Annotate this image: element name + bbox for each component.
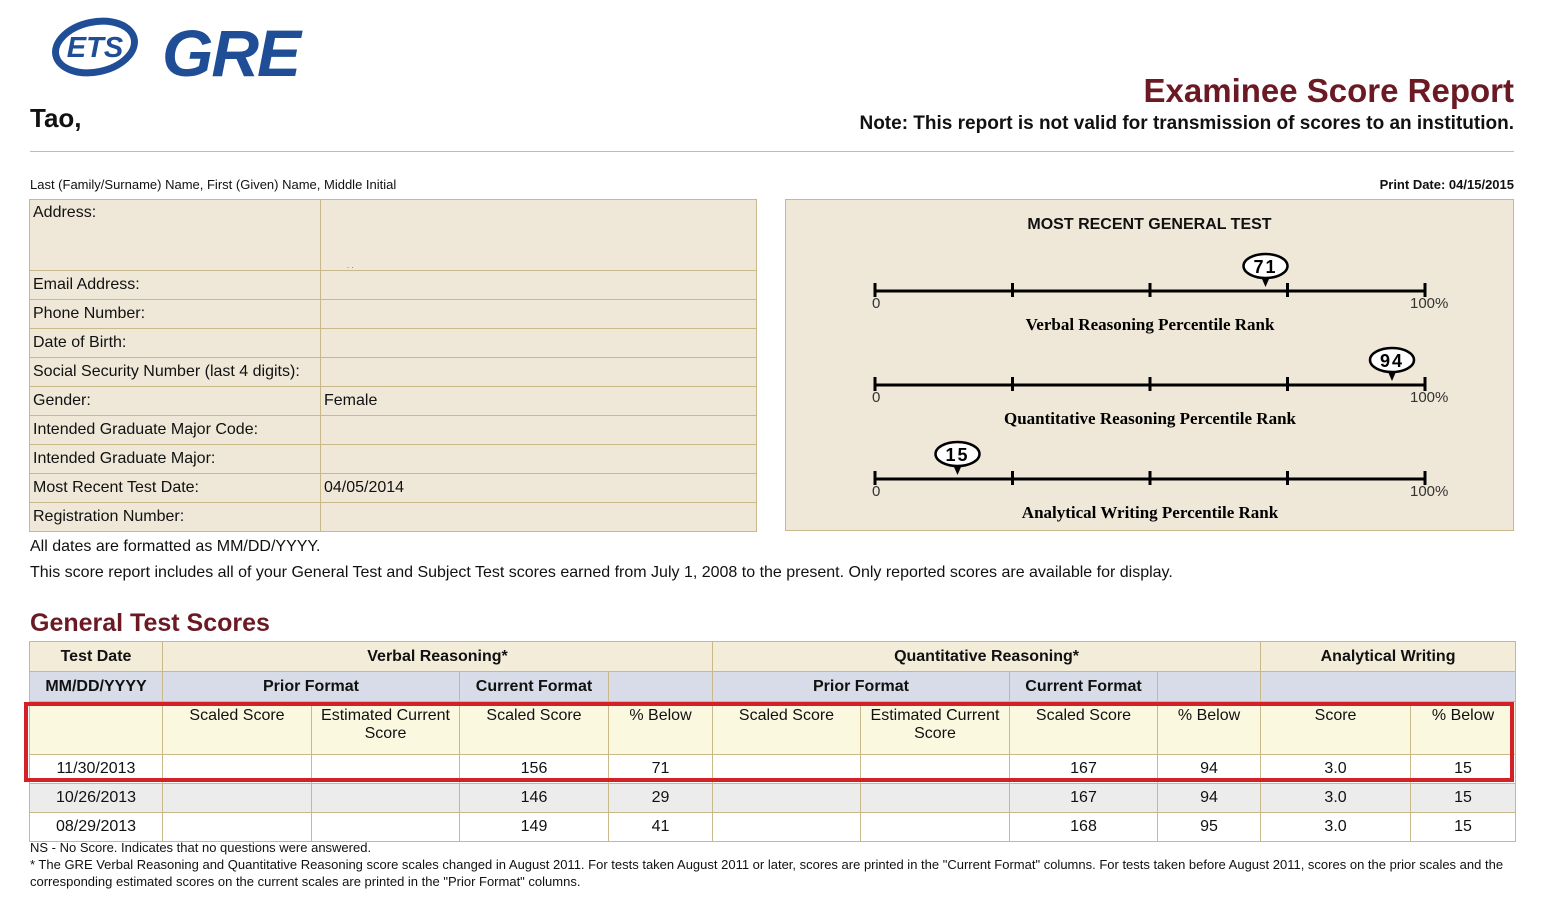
info-label: Email Address: <box>30 271 321 300</box>
score-cell <box>312 813 460 842</box>
score-cell: 94 <box>1158 755 1261 784</box>
score-cell: 95 <box>1158 813 1261 842</box>
percentile-rank-label: Analytical Writing Percentile Rank <box>1021 503 1279 522</box>
scale-max-label: 100% <box>1410 389 1449 406</box>
col-verbal-reasoning: Verbal Reasoning* <box>163 642 713 672</box>
score-cell: 168 <box>1010 813 1158 842</box>
percentile-value: 94 <box>1379 351 1405 371</box>
score-cell <box>312 784 460 813</box>
table-row <box>30 784 1516 813</box>
info-label: Phone Number: <box>30 300 321 329</box>
info-row <box>30 503 757 532</box>
col-quant-blank <box>1158 672 1261 702</box>
name-caption: Last (Family/Surname) Name, First (Given) Name, Middle Initial <box>30 177 397 192</box>
score-cell: 167 <box>1010 784 1158 813</box>
score-cell: 10/26/2013 <box>30 784 163 813</box>
dates-format-note: All dates are formatted as MM/DD/YYYY. <box>30 538 321 555</box>
report-title: Examinee Score Report <box>1143 72 1514 109</box>
info-row <box>30 387 757 416</box>
subheader-cell: % Below <box>1411 702 1516 755</box>
percentile-rank-label: Quantitative Reasoning Percentile Rank <box>1004 409 1296 428</box>
col-analytical-writing: Analytical Writing <box>1261 642 1516 672</box>
examinee-info-table <box>29 199 757 532</box>
info-row <box>30 200 757 271</box>
info-row <box>30 329 757 358</box>
subheader-cell: Score <box>1261 702 1411 755</box>
score-cell <box>163 813 312 842</box>
score-cell: 15 <box>1411 755 1516 784</box>
scale-min-label: 0 <box>872 389 881 406</box>
subheader-cell: Scaled Score <box>163 702 312 755</box>
score-cell: 08/29/2013 <box>30 813 163 842</box>
info-label: Intended Graduate Major: <box>30 445 321 474</box>
subheader-cell: Scaled Score <box>1010 702 1158 755</box>
score-cell: 41 <box>609 813 713 842</box>
info-value <box>321 271 757 300</box>
info-row <box>30 416 757 445</box>
info-value <box>321 329 757 358</box>
percentile-value: 15 <box>945 445 970 465</box>
report-note: Note: This report is not valid for transmission of scores to an institution. <box>859 113 1514 134</box>
info-value <box>321 358 757 387</box>
info-row <box>30 271 757 300</box>
info-value: Female <box>321 387 757 416</box>
col-writing-blank <box>1261 672 1516 702</box>
percentile-value: 71 <box>1253 257 1278 277</box>
info-row <box>30 300 757 329</box>
percentile-rank-label: Verbal Reasoning Percentile Rank <box>1025 315 1275 334</box>
subheader-cell: Scaled Score <box>460 702 609 755</box>
score-cell: 11/30/2013 <box>30 755 163 784</box>
score-cell: 146 <box>460 784 609 813</box>
subheader-cell: Scaled Score <box>713 702 861 755</box>
score-cell: 167 <box>1010 755 1158 784</box>
ets-gre-logo <box>50 14 310 84</box>
col-quantitative-reasoning: Quantitative Reasoning* <box>713 642 1261 672</box>
examinee-name: Tao, <box>30 103 82 133</box>
info-label: Most Recent Test Date: <box>30 474 321 503</box>
info-value: . . <box>321 200 757 271</box>
percentile-panel-heading: MOST RECENT GENERAL TEST <box>1027 216 1272 233</box>
info-label: Social Security Number (last 4 digits): <box>30 358 321 387</box>
score-cell: 149 <box>460 813 609 842</box>
score-cell <box>163 784 312 813</box>
general-test-scores-heading: General Test Scores <box>30 609 270 637</box>
info-label: Registration Number: <box>30 503 321 532</box>
scale-min-label: 0 <box>872 483 881 500</box>
percentile-rank-panel <box>785 199 1514 531</box>
score-cell: 94 <box>1158 784 1261 813</box>
score-cell: 3.0 <box>1261 755 1411 784</box>
subheader-cell: % Below <box>609 702 713 755</box>
footnote-no-score: NS - No Score. Indicates that no questions were answered. <box>30 840 372 855</box>
scale-max-label: 100% <box>1410 295 1449 312</box>
highlight-box <box>24 702 1514 782</box>
col-date-format: MM/DD/YYYY <box>30 672 163 702</box>
svg-text:ETS: ETS <box>66 32 124 64</box>
score-cell: 156 <box>460 755 609 784</box>
scores-included-note: This score report includes all of your General Test and Subject Test scores earned from July 1, 2008 to the present. Only reported scores are available for display. <box>30 564 1173 581</box>
info-label: Date of Birth: <box>30 329 321 358</box>
percentile-scales <box>786 200 1513 530</box>
score-cell: 15 <box>1411 813 1516 842</box>
col-test-date: Test Date <box>30 642 163 672</box>
info-value <box>321 300 757 329</box>
scale-max-label: 100% <box>1410 483 1449 500</box>
score-cell: 29 <box>609 784 713 813</box>
col-verbal-current-format: Current Format <box>460 672 609 702</box>
info-label: Intended Graduate Major Code: <box>30 416 321 445</box>
info-row <box>30 358 757 387</box>
scale-min-label: 0 <box>872 295 881 312</box>
col-quant-prior-format: Prior Format <box>713 672 1010 702</box>
col-verbal-blank <box>609 672 713 702</box>
score-cell: 71 <box>609 755 713 784</box>
info-value: 04/05/2014 <box>321 474 757 503</box>
header-divider <box>30 151 1514 152</box>
table-row <box>30 813 1516 842</box>
info-label: Gender: <box>30 387 321 416</box>
score-cell <box>861 813 1010 842</box>
subheader-cell: % Below <box>1158 702 1261 755</box>
info-value <box>321 445 757 474</box>
subheader-cell: Estimated Current Score <box>861 702 1010 755</box>
print-date: Print Date: 04/15/2015 <box>1379 177 1514 192</box>
svg-text:GRE: GRE <box>162 16 300 84</box>
footnote-scale-change: * The GRE Verbal Reasoning and Quantitative Reasoning score scales changed in August 2011. For tests taken August 2011 or later, scores are printed in the "Current Format" columns. For tests taken before August 2011, scores on the prior scales and the corresponding estimated scores on the current scales are printed in the "Prior Format" columns. <box>30 857 1504 889</box>
score-cell <box>713 784 861 813</box>
col-verbal-prior-format: Prior Format <box>163 672 460 702</box>
subheader-cell: Estimated Current Score <box>312 702 460 755</box>
info-row <box>30 445 757 474</box>
info-row <box>30 474 757 503</box>
score-cell <box>861 784 1010 813</box>
col-quant-current-format: Current Format <box>1010 672 1158 702</box>
info-value <box>321 503 757 532</box>
score-cell: 15 <box>1411 784 1516 813</box>
score-cell: 3.0 <box>1261 784 1411 813</box>
info-label: Address: <box>30 200 321 271</box>
info-value <box>321 416 757 445</box>
score-cell: 3.0 <box>1261 813 1411 842</box>
score-cell <box>713 813 861 842</box>
